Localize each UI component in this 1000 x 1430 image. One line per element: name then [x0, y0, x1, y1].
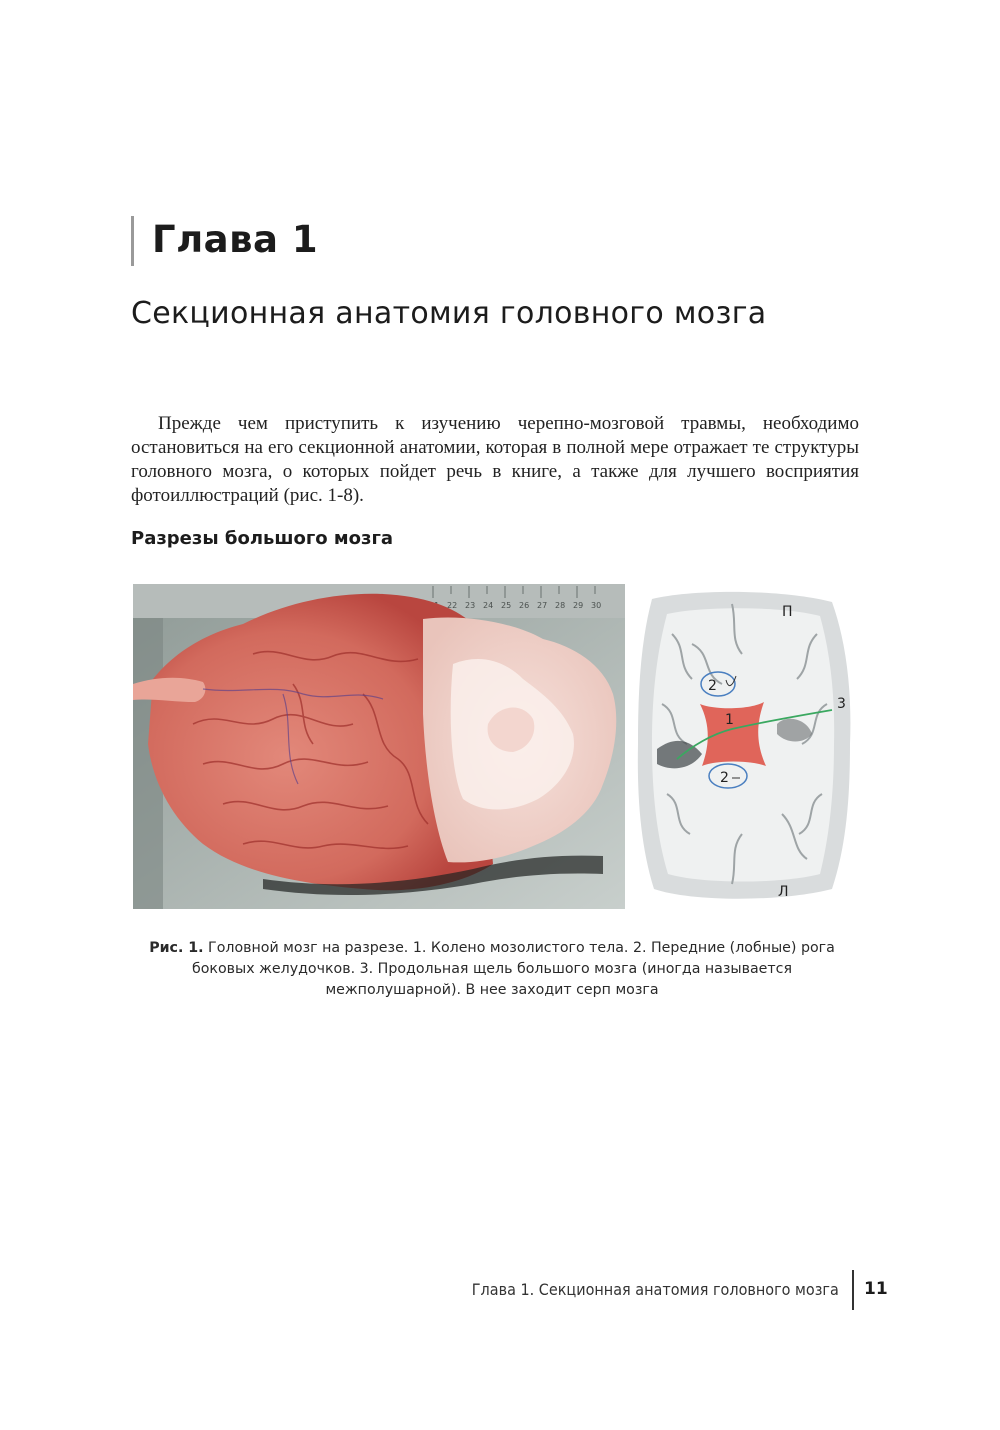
- figure-caption: [131, 938, 853, 1001]
- label-1: 1: [725, 712, 734, 728]
- ruler-number: 30: [591, 601, 602, 610]
- intro-paragraph: Прежде чем приступить к изучению черепно-мозговой травмы, необходимо остановиться на его секционной анатомии, которая в полной мере отражает те структуры головного мозга, о которых пойдет речь в книге, а также для лучшего восприятия фотоиллюстраций (рис. 1-8).: [131, 413, 859, 506]
- chapter-subtitle: Секционная анатомия головного мозга: [131, 296, 767, 331]
- brain-section-diagram: [632, 584, 857, 909]
- ruler-number: 27: [537, 601, 548, 610]
- chapter-title-bar: [131, 216, 134, 266]
- ruler-number: 24: [483, 601, 494, 610]
- label-2-lower: 2: [720, 770, 729, 786]
- ruler-number: 29: [573, 601, 584, 610]
- label-2-upper: 2: [708, 678, 717, 694]
- caption-label: Рис. 1.: [149, 940, 204, 956]
- ruler-number: 28: [555, 601, 566, 610]
- ruler-number: 22: [447, 601, 458, 610]
- ruler-number: 23: [465, 601, 476, 610]
- caption-text: Головной мозг на разрезе. 1. Колено мозолистого тела. 2. Передние (лобные) рога боковых желудочков. 3. Продольная щель большого мозга (иногда называется межполушарной). В нее заходит серп мозга: [191, 940, 835, 998]
- label-top: П: [782, 604, 793, 620]
- brain-specimen-photo: [133, 584, 625, 909]
- page-number: 11: [864, 1279, 888, 1299]
- ruler-number: 25: [501, 601, 512, 610]
- chapter-title: Глава 1: [152, 218, 319, 261]
- label-bottom: Л: [778, 884, 789, 900]
- running-head: Глава 1. Секционная анатомия головного мозга: [472, 1280, 839, 1299]
- label-3: 3: [837, 696, 846, 712]
- ruler-number: 26: [519, 601, 530, 610]
- footer-divider: [852, 1270, 854, 1310]
- section-heading: Разрезы большого мозга: [131, 528, 394, 549]
